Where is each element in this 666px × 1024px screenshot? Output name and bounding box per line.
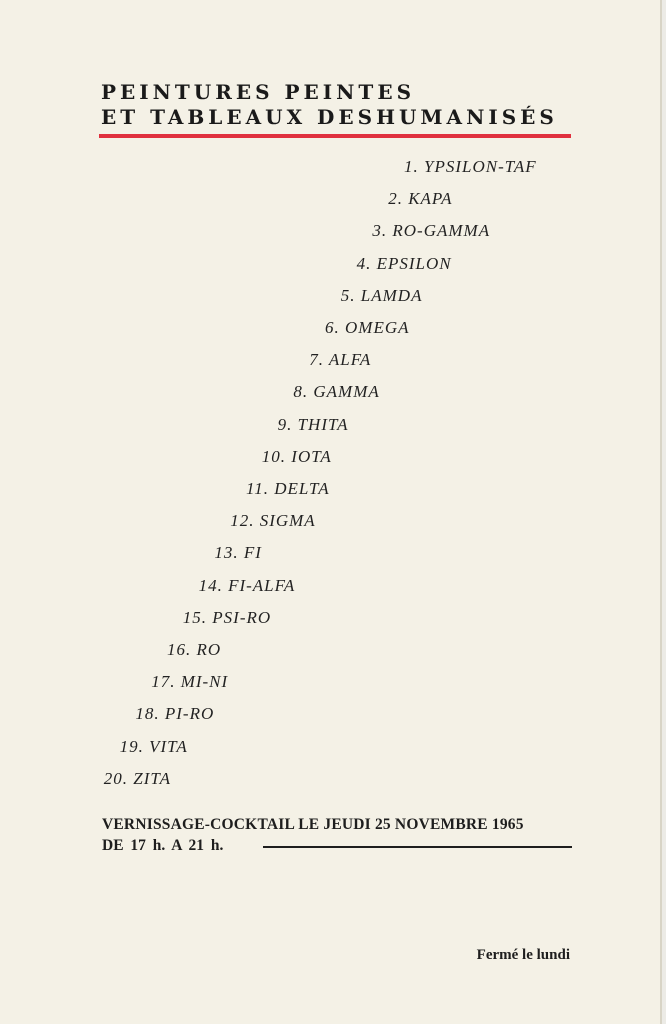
work-item: 9. THITA [277,414,349,434]
hours-rule [263,846,572,848]
work-item: 18. PI-RO [135,704,215,724]
work-item: 16. RO [167,640,222,659]
work-item: 14. FI-ALFA [198,575,296,595]
work-item: 6. OMEGA [325,318,410,337]
opening-hours-text: DE 17 h. A 21 h. [102,837,224,854]
work-item: 4. EPSILON [356,253,452,273]
work-item: 1. YPSILON-TAF [404,157,537,176]
title-line-2: ET TABLEAUX DESHUMANISÉS [101,105,558,129]
work-item: 11. DELTA [246,479,330,498]
work-item: 7. ALFA [309,350,372,370]
work-item: 10. IOTA [261,446,332,466]
work-item: 5. LAMDA [340,285,423,305]
opening-date-text: VERNISSAGE-COCKTAIL LE JEUDI 25 NOVEMBRE 1965 [102,816,524,833]
title-line-1: PEINTURES PEINTES [101,80,416,104]
work-item: 12. SIGMA [230,511,316,531]
work-item: 8. GAMMA [293,382,380,402]
work-item: 15. PSI-RO [182,607,272,627]
work-item: 19. VITA [119,736,188,756]
red-divider [99,134,571,138]
closed-notice: Fermé le lundi [476,947,570,963]
work-item: 20. ZITA [103,768,171,788]
work-item: 13. FI [214,543,262,563]
work-item: 17. MI-NI [151,672,229,692]
work-item: 3. RO-GAMMA [372,221,491,241]
work-item: 2. KAPA [388,189,453,209]
